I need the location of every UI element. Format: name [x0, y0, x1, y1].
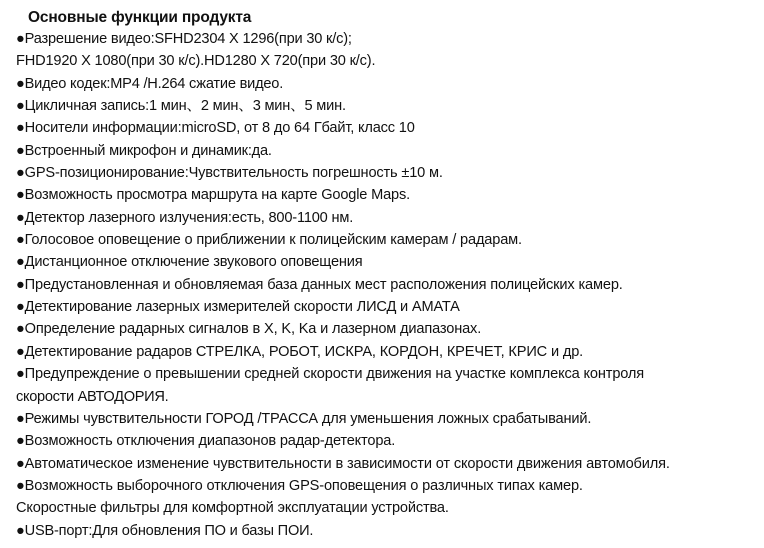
feature-line: ●Возможность просмотра маршрута на карте Google Maps. — [16, 187, 410, 204]
feature-line: ●Разрешение видео:SFHD2304 X 1296(при 30 к/с); — [16, 31, 352, 47]
feature-line: ●Цикличная запись:1 мин、2 мин、3 мин、5 мин. — [16, 98, 346, 115]
feature-line: ●Детектор лазерного излучения:есть, 800-1100 нм. — [16, 209, 354, 226]
feature-line: ●Видео кодек:MP4 /H.264 сжатие видео. — [16, 75, 284, 92]
feature-line-continuation: Скоростные фильтры для комфортной эксплуатации устройства. — [16, 500, 449, 517]
document-title: Основные функции продукта — [28, 9, 252, 26]
feature-line: ●GPS-позиционирование:Чувствительность погрешность ±10 м. — [16, 165, 443, 182]
feature-line: ●Определение радарных сигналов в X, K, Ka и лазерном диапазонах. — [16, 321, 482, 338]
feature-line: ●Носители информации:microSD, от 8 до 64 Гбайт, класс 10 — [16, 120, 415, 137]
feature-line-continuation: FHD1920 X 1080(при 30 к/с).HD1280 X 720(при 30 к/с). — [16, 53, 376, 70]
feature-line: ●Голосовое оповещение о приближении к полицейским камерам / радарам. — [16, 232, 522, 249]
feature-line: ●Автоматическое изменение чувствительности в зависимости от скорости движения автомобиля. — [16, 455, 670, 472]
feature-line: ●USB-порт:Для обновления ПО и базы ПОИ. — [16, 522, 314, 539]
document — [0, 7, 764, 542]
feature-line: ●Предустановленная и обновляемая база данных мест расположения полицейских камер. — [16, 276, 623, 293]
feature-line: ●Режимы чувствительности ГОРОД /ТРАССА для уменьшения ложных срабатываний. — [16, 410, 592, 427]
feature-line: ●Дистанционное отключение звукового оповещения — [16, 254, 363, 271]
feature-line: ●Предупреждение о превышении средней скорости движения на участке комплекса контроля — [16, 366, 645, 383]
feature-line-continuation: скорости АВТОДОРИЯ. — [16, 388, 169, 405]
feature-line: ●Возможность отключения диапазонов радар-детектора. — [16, 433, 396, 450]
feature-line: ●Детектирование лазерных измерителей скорости ЛИСД и АМАТА — [16, 299, 460, 316]
feature-line: ●Детектирование радаров СТРЕЛКА, РОБОТ, ИСКРА, КОРДОН, КРЕЧЕТ, КРИС и др. — [16, 343, 584, 360]
feature-line: ●Возможность выборочного отключения GPS-оповещения о различных типах камер. — [16, 477, 583, 494]
feature-line: ●Встроенный микрофон и динамик:да. — [16, 142, 272, 159]
